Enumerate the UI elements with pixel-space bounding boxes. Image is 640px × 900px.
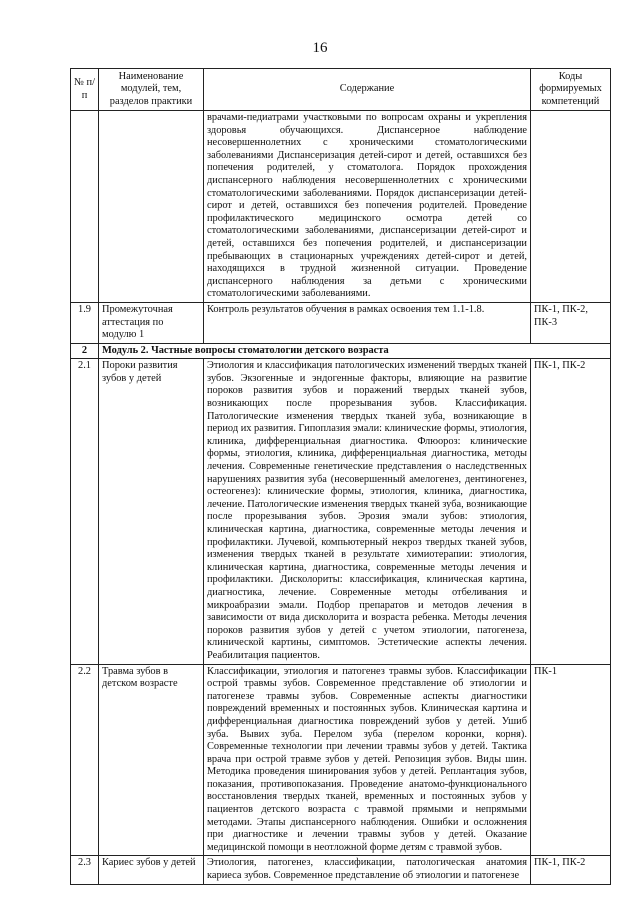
row-codes: ПК-1, ПК-2, ПК-3 (531, 302, 611, 343)
row-title: Промежуточная аттестация по модулю 1 (99, 302, 204, 343)
header-codes: Коды формируемых компетенций (531, 69, 611, 111)
row-codes (531, 111, 611, 303)
row-num: 1.9 (71, 302, 99, 343)
row-codes: ПК-1, ПК-2 (531, 359, 611, 664)
table-row (71, 302, 611, 343)
row-content: Этиология и классификация патологических изменений твердых тканей зубов. Экзогенные и эндогенные факторы, влияющие на развитие пороков развития зубов и поражений твердых тканей зубов, возникающих после прорезывания зубов. Классификация. Патологические изменения твердых тканей зуба, возникающие в период их развития. Гипоплазия эмали: клинические формы, этиология, клиника, дифференциальная диагностика. Флюороз: клинические формы, этиология, клиника, дифференциальная диагностика, методы лечения. Современные генетические представления о наследственных нарушениях развития зуба (несовершенный амелогенез, дентиногенез, остеогенез): клинические формы, этиология, клиника, диагностика, лечение. Патологические изменения твердых тканей зуба, возникающие после прорезывания зубов. Эрозия эмали зубов: этиология, клиническая картина, диагностика, современные методы лечения и профилактики. Лучевой, компьютерный некроз твердых тканей зубов, изменения твердых тканей в результате химиотерапии: этиология, клиническая картина, диагностика, современные методы лечения и профилактики. Дисколориты: классификация, клиническая картина, диагностика, лечение. Современные методы отбеливания и микроабразии эмали. Подбор препаратов и методов лечения в зависимости от вида дисколорита и возраста ребенка. Методы лечения пороков развития зубов у детей с учетом этиологии, патогенеза, клинической картины, симптомов. Эстетические аспекты лечения. Реабилитация пациентов. (204, 359, 531, 664)
header-content: Содержание (204, 69, 531, 111)
table-row (71, 856, 611, 884)
row-content: Классификации, этиология и патогенез травмы зубов. Классификации острой травмы зубов. Современное представление об этиологии и патогенезе травмы зубов. Современные аспекты диагностики повреждений временных и постоянных зубов. Клиническая картина и дифференциальная диагностика повреждений зубов у детей. Ушиб зуба. Вывих зуба. Перелом зуба (перелом коронки, корня). Современные технологии при лечении травмы зубов у детей. Тактика врача при острой травме зубов у детей. Репозиция зубов. Виды шин. Методика проведения шинирования зубов у детей. Реплантация зубов, показания, противопоказания. Проведение анатомо-функционального восстановления твердых тканей, временных и постоянных зубов у пациентов детского возраста с травмой прямыми и непрямыми методами. Этапы диспансерного наблюдения. Ошибки и осложнения при диагностике и лечении травмы зубов у детей. Оказание медицинской помощи в неотложной форме детям с травмой зубов. (204, 664, 531, 856)
section-title: Модуль 2. Частные вопросы стоматологии детского возраста (99, 343, 611, 359)
curriculum-table (70, 68, 611, 885)
row-title: Пороки развития зубов у детей (99, 359, 204, 664)
row-num: 2.3 (71, 856, 99, 884)
section-num: 2 (71, 343, 99, 359)
row-content: Этиология, патогенез, классификации, патологическая анатомия кариеса зубов. Современное представление об этиологии и патогенезе (204, 856, 531, 884)
row-num: 2.1 (71, 359, 99, 664)
row-codes: ПК-1, ПК-2 (531, 856, 611, 884)
page-number: 16 (312, 40, 328, 56)
row-title: Травма зубов в детском возрасте (99, 664, 204, 856)
table-row (71, 664, 611, 856)
row-content: врачами-педиатрами участковыми по вопросам охраны и укрепления здоровья обучающихся. Диспансерное наблюдение несовершеннолетних с хроническими стоматологическими заболеваниями Диспансеризация детей-сирот и детей, оставшихся без попечения родителей, у стоматолога. Порядок прохождения диспансерного наблюдения несовершеннолетних с хроническими стоматологическими заболеваниями. Порядок диспансеризации детей-сирот и детей, оставшихся без попечения родителей. Проведение профилактического медицинского осмотра детей со стоматологическими заболеваниями, диспансеризации детей-сирот и детей, оставшихся без попечения родителей, и диспансеризации пребывающих в стационарных учреждениях детей-сирот и детей, находящихся в трудной жизненной ситуации. Проведение диспансерного наблюдения за детьми с хроническими стоматологическими заболеваниями. (204, 111, 531, 303)
table-row (71, 359, 611, 664)
header-num: № п/п (71, 69, 99, 111)
row-num (71, 111, 99, 303)
section-row (71, 343, 611, 359)
table-row (71, 111, 611, 303)
table-header-row (71, 69, 611, 111)
row-codes: ПК-1 (531, 664, 611, 856)
row-title (99, 111, 204, 303)
row-content: Контроль результатов обучения в рамках освоения тем 1.1-1.8. (204, 302, 531, 343)
row-title: Кариес зубов у детей (99, 856, 204, 884)
row-num: 2.2 (71, 664, 99, 856)
header-module: Наименование модулей, тем, разделов практики (99, 69, 204, 111)
